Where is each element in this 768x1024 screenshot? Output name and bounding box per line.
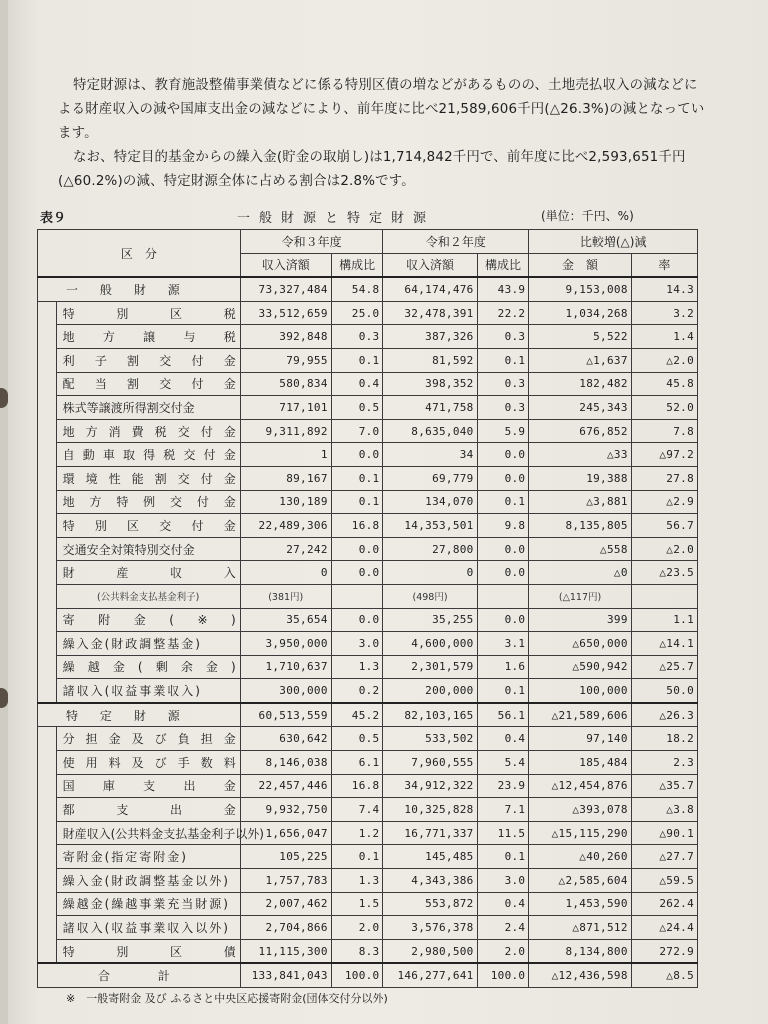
r3-received-cell: 79,955: [240, 348, 331, 372]
row-label: 寄附金(※): [56, 608, 240, 632]
indent-cell: [38, 632, 57, 656]
r3-ratio-cell: 54.8: [331, 277, 383, 301]
diff-amount-cell: 1,034,268: [529, 301, 631, 325]
r3-ratio-cell: 7.0: [331, 419, 383, 443]
r2-received-cell: 34: [383, 443, 477, 467]
diff-rate-cell: △35.7: [631, 774, 697, 798]
table-row: [38, 372, 698, 396]
diff-amount-cell: 676,852: [529, 419, 631, 443]
diff-rate-cell: △24.4: [631, 916, 697, 940]
indent-cell: [38, 869, 57, 893]
table-row: [38, 561, 698, 585]
r2-ratio-cell: 0.4: [477, 727, 529, 751]
paragraph-2: なお、特定目的基金からの繰入金(貯金の取崩し)は1,714,842千円で、前年度に比べ2,593,651千円(△60.2%)の減、特定財源全体に占める割合は2.8%です。: [58, 150, 686, 189]
row-label: 繰入金(財政調整基金以外): [56, 869, 240, 893]
header-diff-amount: 金 額: [529, 253, 631, 277]
indent-cell: [38, 348, 57, 372]
total-label: 合計: [38, 963, 241, 987]
table-row: [38, 608, 698, 632]
diff-rate-cell: △97.2: [631, 443, 697, 467]
r3-ratio-cell: 1.2: [331, 821, 383, 845]
general-total-row: [38, 277, 698, 301]
indent-cell: [38, 774, 57, 798]
r2-ratio-cell: 0.1: [477, 679, 529, 703]
r3-received-cell: 73,327,484: [240, 277, 331, 301]
table-row: [38, 419, 698, 443]
diff-rate-cell: 262.4: [631, 892, 697, 916]
r3-ratio-cell: 1.3: [331, 869, 383, 893]
table-title: 一般財源と特定財源: [237, 211, 436, 226]
r2-received-cell: 134,070: [383, 490, 477, 514]
r3-ratio-cell: 1.5: [331, 892, 383, 916]
r3-received-cell: 717,101: [240, 396, 331, 420]
diff-rate-cell: [631, 584, 697, 608]
r2-ratio-cell: 0.0: [477, 443, 529, 467]
indent-cell: [38, 584, 57, 608]
diff-amount-cell: △40,260: [529, 845, 631, 869]
r2-ratio-cell: 5.4: [477, 751, 529, 775]
r2-ratio-cell: 0.0: [477, 537, 529, 561]
r2-ratio-cell: 2.4: [477, 916, 529, 940]
table-row: [38, 869, 698, 893]
row-label: 配当割交付金: [56, 372, 240, 396]
r2-received-cell: 8,635,040: [383, 419, 477, 443]
r3-received-cell: 2,704,866: [240, 916, 331, 940]
row-label: 財産収入(公共料金支払基金利子以外): [56, 821, 240, 845]
diff-rate-cell: 3.2: [631, 301, 697, 325]
r2-received-cell: 27,800: [383, 537, 477, 561]
r2-ratio-cell: 100.0: [477, 963, 529, 987]
r2-ratio-cell: 0.0: [477, 466, 529, 490]
r3-ratio-cell: 16.8: [331, 514, 383, 538]
diff-amount-cell: △3,881: [529, 490, 631, 514]
specific-label: 特定財源: [38, 703, 241, 727]
diff-amount-cell: 245,343: [529, 396, 631, 420]
diff-amount-cell: (△117円): [529, 584, 631, 608]
r2-received-cell: 69,779: [383, 466, 477, 490]
row-label: 寄附金(指定寄附金): [56, 845, 240, 869]
diff-amount-cell: 97,140: [529, 727, 631, 751]
indent-cell: [38, 466, 57, 490]
header-diff-rate: 率: [631, 253, 697, 277]
r3-ratio-cell: 3.0: [331, 632, 383, 656]
r3-received-cell: 3,950,000: [240, 632, 331, 656]
r2-ratio-cell: 43.9: [477, 277, 529, 301]
diff-rate-cell: △2.0: [631, 348, 697, 372]
r2-received-cell: 82,103,165: [383, 703, 477, 727]
r2-ratio-cell: 0.3: [477, 325, 529, 349]
r3-ratio-cell: 6.1: [331, 751, 383, 775]
row-label: 交通安全対策特別交付金: [56, 537, 240, 561]
indent-cell: [38, 655, 57, 679]
r3-ratio-cell: 0.5: [331, 396, 383, 420]
diff-amount-cell: 8,134,800: [529, 939, 631, 963]
indent-cell: [38, 608, 57, 632]
diff-rate-cell: △59.5: [631, 869, 697, 893]
row-label: 環境性能割交付金: [56, 466, 240, 490]
r2-received-cell: 35,255: [383, 608, 477, 632]
diff-rate-cell: △8.5: [631, 963, 697, 987]
r3-ratio-cell: 16.8: [331, 774, 383, 798]
r3-ratio-cell: 0.2: [331, 679, 383, 703]
table-row: [38, 466, 698, 490]
r3-received-cell: 1,710,637: [240, 655, 331, 679]
r2-received-cell: 387,326: [383, 325, 477, 349]
diff-rate-cell: △2.0: [631, 537, 697, 561]
table-unit: (単位：千円、%): [541, 209, 634, 223]
grand-total-row: [38, 963, 698, 987]
table-row: [38, 443, 698, 467]
r3-received-cell: 580,834: [240, 372, 331, 396]
table-row: [38, 727, 698, 751]
diff-amount-cell: △871,512: [529, 916, 631, 940]
r3-received-cell: 392,848: [240, 325, 331, 349]
r2-received-cell: 81,592: [383, 348, 477, 372]
table-row: [38, 348, 698, 372]
table-row: [38, 396, 698, 420]
diff-rate-cell: △23.5: [631, 561, 697, 585]
r2-ratio-cell: 7.1: [477, 798, 529, 822]
r3-ratio-cell: 100.0: [331, 963, 383, 987]
table-row: [38, 490, 698, 514]
table-row: [38, 325, 698, 349]
r3-received-cell: 130,189: [240, 490, 331, 514]
r2-ratio-cell: [477, 584, 529, 608]
header-r2-ratio: 構成比: [477, 253, 529, 277]
r2-received-cell: 14,353,501: [383, 514, 477, 538]
r3-received-cell: 9,932,750: [240, 798, 331, 822]
table-row: [38, 916, 698, 940]
diff-amount-cell: 185,484: [529, 751, 631, 775]
diff-amount-cell: △2,585,604: [529, 869, 631, 893]
row-label: 諸収入(収益事業収入以外): [56, 916, 240, 940]
r2-ratio-cell: 3.1: [477, 632, 529, 656]
row-label: 地方特例交付金: [56, 490, 240, 514]
r2-ratio-cell: 0.1: [477, 490, 529, 514]
row-label: 使用料及び手数料: [56, 751, 240, 775]
r2-received-cell: 553,872: [383, 892, 477, 916]
diff-rate-cell: 1.1: [631, 608, 697, 632]
r3-ratio-cell: 0.3: [331, 325, 383, 349]
r3-received-cell: 22,489,306: [240, 514, 331, 538]
diff-rate-cell: 1.4: [631, 325, 697, 349]
row-label: 株式等譲渡所得割交付金: [56, 396, 240, 420]
indent-cell: [38, 679, 57, 703]
indent-cell: [38, 821, 57, 845]
table-row: [38, 774, 698, 798]
r2-received-cell: 146,277,641: [383, 963, 477, 987]
revenue-table: [37, 229, 698, 988]
r2-received-cell: 64,174,476: [383, 277, 477, 301]
header-r3-ratio: 構成比: [331, 253, 383, 277]
diff-rate-cell: 2.3: [631, 751, 697, 775]
r2-ratio-cell: 56.1: [477, 703, 529, 727]
table-row: [38, 821, 698, 845]
table-row: [38, 892, 698, 916]
paragraph-1: 特定財源は、教育施設整備事業債などに係る特別区債の増などがあるものの、土地売払収入の減などによる財産収入の減や国庫支出金の減などにより、前年度に比べ21,589,606千円(△26.3%)の減となっています。: [58, 78, 705, 141]
diff-amount-cell: △0: [529, 561, 631, 585]
note-row: [38, 584, 698, 608]
diff-amount-cell: 100,000: [529, 679, 631, 703]
indent-cell: [38, 751, 57, 775]
diff-rate-cell: △14.1: [631, 632, 697, 656]
indent-cell: [38, 537, 57, 561]
diff-rate-cell: 50.0: [631, 679, 697, 703]
indent-cell: [38, 514, 57, 538]
header-row-1: [38, 230, 698, 254]
r3-received-cell: (381円): [240, 584, 331, 608]
indent-cell: [38, 372, 57, 396]
r3-received-cell: 35,654: [240, 608, 331, 632]
specific-total-row: [38, 703, 698, 727]
r3-received-cell: 1,656,047: [240, 821, 331, 845]
r2-received-cell: 0: [383, 561, 477, 585]
diff-amount-cell: △590,942: [529, 655, 631, 679]
r2-ratio-cell: 11.5: [477, 821, 529, 845]
r2-ratio-cell: 0.1: [477, 845, 529, 869]
r3-received-cell: 0: [240, 561, 331, 585]
table-row: [38, 798, 698, 822]
r3-ratio-cell: 0.1: [331, 845, 383, 869]
indent-cell: [38, 727, 57, 751]
r2-received-cell: (498円): [383, 584, 477, 608]
row-label: 都支出金: [56, 798, 240, 822]
diff-rate-cell: 7.8: [631, 419, 697, 443]
r3-ratio-cell: 0.0: [331, 443, 383, 467]
r2-received-cell: 3,576,378: [383, 916, 477, 940]
header-r3-received: 収入済額: [240, 253, 331, 277]
diff-amount-cell: △1,637: [529, 348, 631, 372]
indent-cell: [38, 845, 57, 869]
table-row: [38, 939, 698, 963]
r2-ratio-cell: 2.0: [477, 939, 529, 963]
diff-rate-cell: 45.8: [631, 372, 697, 396]
row-label: 分担金及び負担金: [56, 727, 240, 751]
r3-ratio-cell: 7.4: [331, 798, 383, 822]
header-diff: 比較増(△)減: [529, 230, 698, 254]
header-r3: 令和３年度: [240, 230, 383, 254]
diff-rate-cell: 52.0: [631, 396, 697, 420]
diff-amount-cell: △558: [529, 537, 631, 561]
indent-cell: [38, 916, 57, 940]
row-label: 利子割交付金: [56, 348, 240, 372]
r3-received-cell: 2,007,462: [240, 892, 331, 916]
diff-rate-cell: 14.3: [631, 277, 697, 301]
r2-received-cell: 16,771,337: [383, 821, 477, 845]
diff-amount-cell: △393,078: [529, 798, 631, 822]
diff-rate-cell: △90.1: [631, 821, 697, 845]
r2-ratio-cell: 22.2: [477, 301, 529, 325]
r3-received-cell: 105,225: [240, 845, 331, 869]
r2-received-cell: 2,301,579: [383, 655, 477, 679]
row-label: 繰入金(財政調整基金): [56, 632, 240, 656]
r3-ratio-cell: 0.1: [331, 490, 383, 514]
indent-cell: [38, 561, 57, 585]
table-row: [38, 679, 698, 703]
diff-amount-cell: △33: [529, 443, 631, 467]
r2-received-cell: 200,000: [383, 679, 477, 703]
r3-ratio-cell: 45.2: [331, 703, 383, 727]
r2-received-cell: 4,343,386: [383, 869, 477, 893]
r3-received-cell: 300,000: [240, 679, 331, 703]
row-label: (公共料金支払基金利子): [56, 584, 240, 608]
r3-received-cell: 1,757,783: [240, 869, 331, 893]
r2-ratio-cell: 5.9: [477, 419, 529, 443]
table-row: [38, 632, 698, 656]
indent-cell: [38, 419, 57, 443]
diff-amount-cell: △12,454,876: [529, 774, 631, 798]
table-row: [38, 301, 698, 325]
diff-amount-cell: 182,482: [529, 372, 631, 396]
diff-amount-cell: △21,589,606: [529, 703, 631, 727]
footnote: ※ 一般寄附金 及び ふるさと中央区応援寄附金(団体交付分以外): [66, 992, 388, 1005]
r3-received-cell: 89,167: [240, 466, 331, 490]
table-row: [38, 845, 698, 869]
diff-rate-cell: 18.2: [631, 727, 697, 751]
row-label: 地方消費税交付金: [56, 419, 240, 443]
r3-ratio-cell: 0.5: [331, 727, 383, 751]
r2-ratio-cell: 23.9: [477, 774, 529, 798]
r2-ratio-cell: 0.3: [477, 372, 529, 396]
r3-received-cell: 33,512,659: [240, 301, 331, 325]
diff-amount-cell: 19,388: [529, 466, 631, 490]
row-label: 地方譲与税: [56, 325, 240, 349]
r3-ratio-cell: 0.1: [331, 466, 383, 490]
r2-ratio-cell: 1.6: [477, 655, 529, 679]
indent-cell: [38, 798, 57, 822]
r2-ratio-cell: 0.0: [477, 561, 529, 585]
r2-received-cell: 10,325,828: [383, 798, 477, 822]
indent-cell: [38, 939, 57, 963]
r3-received-cell: 133,841,043: [240, 963, 331, 987]
r3-received-cell: 11,115,300: [240, 939, 331, 963]
r2-received-cell: 32,478,391: [383, 301, 477, 325]
r3-ratio-cell: 0.0: [331, 537, 383, 561]
r3-received-cell: 22,457,446: [240, 774, 331, 798]
r2-received-cell: 7,960,555: [383, 751, 477, 775]
diff-amount-cell: △15,115,290: [529, 821, 631, 845]
indent-cell: [38, 443, 57, 467]
diff-rate-cell: △26.3: [631, 703, 697, 727]
r2-ratio-cell: 0.4: [477, 892, 529, 916]
r2-received-cell: 4,600,000: [383, 632, 477, 656]
diff-amount-cell: 399: [529, 608, 631, 632]
r2-ratio-cell: 9.8: [477, 514, 529, 538]
r2-received-cell: 398,352: [383, 372, 477, 396]
r3-ratio-cell: 0.1: [331, 348, 383, 372]
diff-rate-cell: 56.7: [631, 514, 697, 538]
r3-received-cell: 1: [240, 443, 331, 467]
r3-ratio-cell: 2.0: [331, 916, 383, 940]
body-text: [58, 74, 708, 194]
indent-cell: [38, 892, 57, 916]
table-row: [38, 537, 698, 561]
diff-rate-cell: △2.9: [631, 490, 697, 514]
r3-received-cell: 8,146,038: [240, 751, 331, 775]
diff-amount-cell: △650,000: [529, 632, 631, 656]
header-category: 区 分: [38, 230, 241, 278]
r3-received-cell: 630,642: [240, 727, 331, 751]
diff-amount-cell: △12,436,598: [529, 963, 631, 987]
r3-received-cell: 60,513,559: [240, 703, 331, 727]
row-label: 財産収入: [56, 561, 240, 585]
diff-rate-cell: △3.8: [631, 798, 697, 822]
diff-amount-cell: 9,153,008: [529, 277, 631, 301]
indent-cell: [38, 301, 57, 325]
row-label: 諸収入(収益事業収入): [56, 679, 240, 703]
r3-ratio-cell: 0.0: [331, 608, 383, 632]
indent-cell: [38, 325, 57, 349]
r3-ratio-cell: 1.3: [331, 655, 383, 679]
r2-ratio-cell: 0.0: [477, 608, 529, 632]
r3-received-cell: 27,242: [240, 537, 331, 561]
row-label: 国庫支出金: [56, 774, 240, 798]
r2-ratio-cell: 0.3: [477, 396, 529, 420]
header-r2: 令和２年度: [383, 230, 529, 254]
table-row: [38, 751, 698, 775]
r2-received-cell: 2,980,500: [383, 939, 477, 963]
r3-ratio-cell: 25.0: [331, 301, 383, 325]
r3-ratio-cell: 0.4: [331, 372, 383, 396]
r2-ratio-cell: 3.0: [477, 869, 529, 893]
r3-ratio-cell: 0.0: [331, 561, 383, 585]
diff-rate-cell: △25.7: [631, 655, 697, 679]
r2-received-cell: 471,758: [383, 396, 477, 420]
diff-amount-cell: 1,453,590: [529, 892, 631, 916]
row-label: 特別区税: [56, 301, 240, 325]
r2-ratio-cell: 0.1: [477, 348, 529, 372]
row-label: 特別区債: [56, 939, 240, 963]
row-label: 自動車取得税交付金: [56, 443, 240, 467]
table-row: [38, 514, 698, 538]
r3-received-cell: 9,311,892: [240, 419, 331, 443]
r2-received-cell: 145,485: [383, 845, 477, 869]
r3-ratio-cell: 8.3: [331, 939, 383, 963]
indent-cell: [38, 396, 57, 420]
r2-received-cell: 34,912,322: [383, 774, 477, 798]
page-edge: [0, 0, 8, 1024]
diff-rate-cell: 272.9: [631, 939, 697, 963]
table-row: [38, 655, 698, 679]
diff-rate-cell: △27.7: [631, 845, 697, 869]
header-r2-received: 収入済額: [383, 253, 477, 277]
diff-rate-cell: 27.8: [631, 466, 697, 490]
indent-cell: [38, 490, 57, 514]
general-label: 一般財源: [38, 277, 241, 301]
table-label: 表９: [40, 211, 67, 226]
row-label: 特別区交付金: [56, 514, 240, 538]
row-label: 繰越金(剰余金): [56, 655, 240, 679]
diff-amount-cell: 8,135,805: [529, 514, 631, 538]
row-label: 繰越金(繰越事業充当財源): [56, 892, 240, 916]
diff-amount-cell: 5,522: [529, 325, 631, 349]
r3-ratio-cell: [331, 584, 383, 608]
r2-received-cell: 533,502: [383, 727, 477, 751]
